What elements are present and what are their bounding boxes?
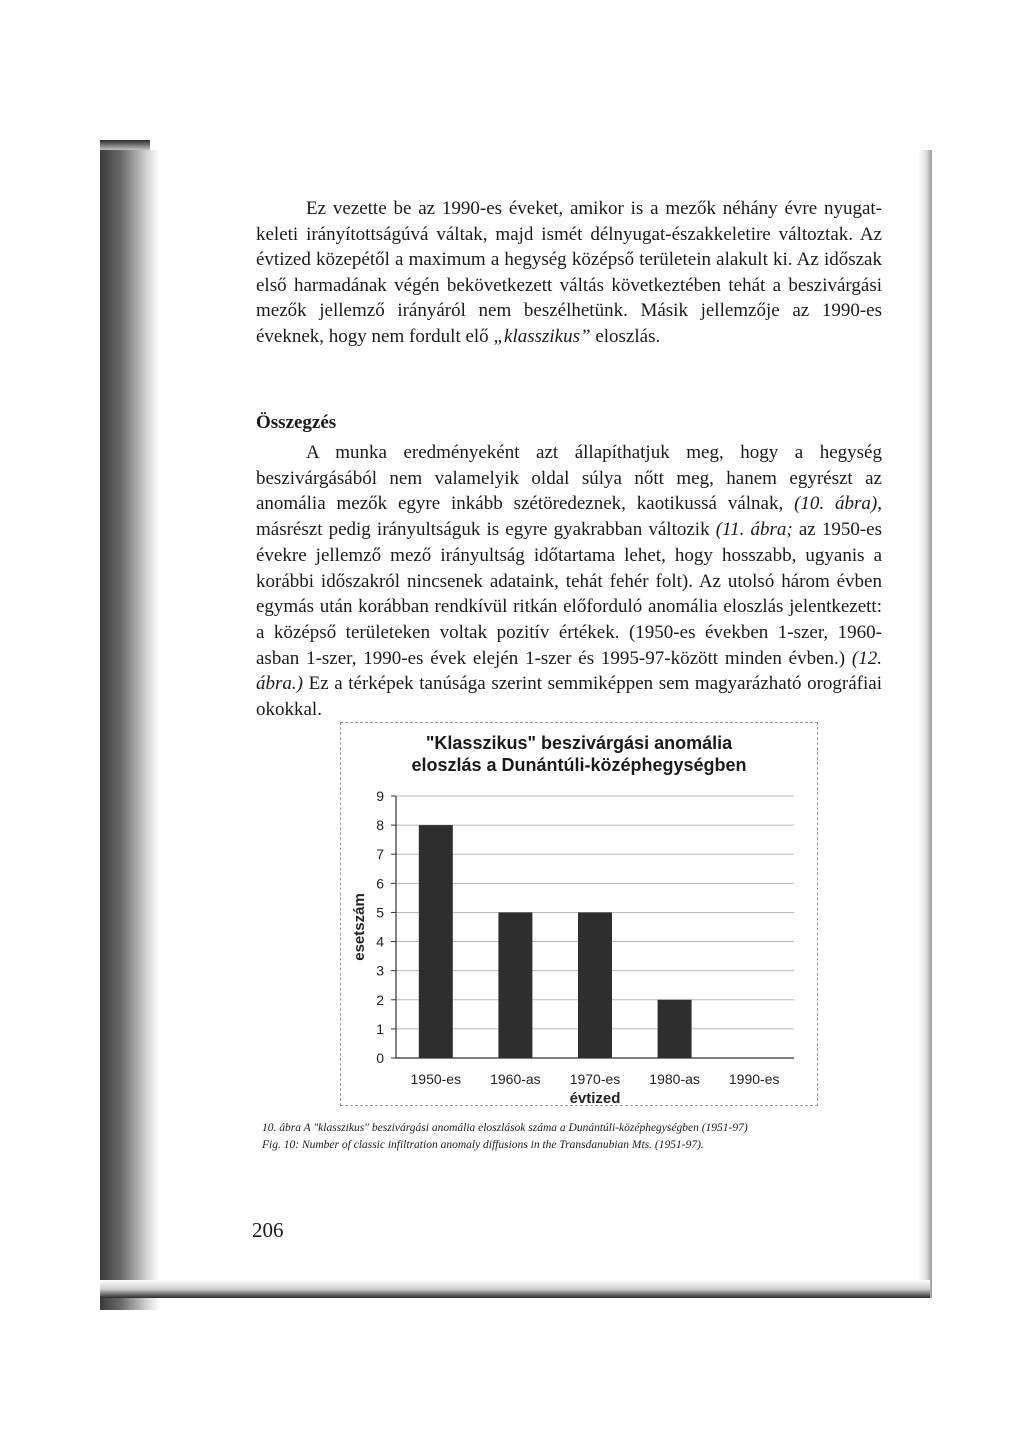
y-tick-label: 7 xyxy=(376,846,384,863)
y-tick-label: 2 xyxy=(376,991,384,1008)
bar-1970-es xyxy=(578,912,612,1058)
chart-title-line1: "Klasszikus" beszivárgási anomália xyxy=(425,733,733,753)
bar-1950-es xyxy=(419,825,453,1058)
figure-caption xyxy=(262,1120,882,1154)
x-tick-label: 1980-as xyxy=(649,1071,700,1087)
bar-chart xyxy=(340,780,818,1110)
y-axis-label: esetszám xyxy=(351,893,368,961)
y-tick-label: 9 xyxy=(376,788,384,804)
y-tick-label: 1 xyxy=(376,1020,384,1037)
paragraph-intro-text: Ez vezette be az 1990-es éveket, amikor is a mezők néhány évre nyugat-keleti irányítottságúvá váltak, majd ismét délnyugat-északkeletire változtak. Az évtized közepétől a maximum a hegység középső területein alakult ki. Az időszak első harmadának végén bekövetkezett váltás következtében tehát a beszivárgási mezők jellemző irányáról nem beszélhetünk. Másik jellemzője az 1990-es éveknek, hogy nem fordult elő xyxy=(256,198,882,347)
section-heading: Összegzés xyxy=(256,412,337,433)
y-tick-label: 3 xyxy=(376,962,384,979)
figure-ref-11: (11. ábra; xyxy=(715,519,793,541)
page-number: 206 xyxy=(252,1218,284,1242)
page-right-edge xyxy=(918,150,932,1298)
summary-text-3: az 1950-es évekre jellemző mező irányultság időtartama lehet, hogy hosszabb, ugyanis a korábbi időszakról nincsenek adataink, tehát fehér folt). Az utolsó három évben egymás után korábban rendkívül ritkán előforduló anomália eloszlás jelentkezett: a középső területeken voltak pozitív értékek. (1950-es években 1-szer, 1960-asban 1-szer, 1990-es évek elején 1-szer és 1995-97-között minden évben.) xyxy=(256,519,882,669)
summary-text-2: , másrészt pedig irányultságuk is egyre gyakrabban változik xyxy=(256,493,882,541)
y-tick-label: 6 xyxy=(376,875,384,892)
x-tick-label: 1970-es xyxy=(569,1071,621,1087)
figure-ref-12: (12. ábra.) xyxy=(256,647,882,695)
y-tick-label: 0 xyxy=(376,1050,384,1066)
bar-1980-as xyxy=(658,1000,692,1058)
x-tick-label: 1950-es xyxy=(410,1071,462,1087)
y-tick-label: 5 xyxy=(376,904,384,921)
caption-english: Fig. 10: Number of classic infiltration anomaly diffusions in the Transdanubian Mts. (1951-97). xyxy=(262,1139,704,1151)
page-bottom-edge xyxy=(100,1280,930,1298)
paragraph-intro xyxy=(256,196,882,349)
caption-hungarian: 10. ábra A "klasszikus" beszivárgási anomália eloszlások száma a Dunántúli-középhegységben (1951-97) xyxy=(262,1122,748,1134)
paragraph-intro-end: eloszlás. xyxy=(590,325,661,347)
figure-ref-10: (10. ábra) xyxy=(794,493,878,515)
book-spine-shadow xyxy=(100,150,160,1310)
y-tick-label: 8 xyxy=(376,817,384,834)
paragraph-intro-italic: „klasszikus” xyxy=(493,325,591,347)
summary-text-1: A munka eredményeként azt állapíthatjuk meg, hogy a hegység beszivárgásából nem valamelyik oldal súlya nőtt meg, hanem egyrészt az anomália mezők egyre inkább szétöredeznek, kaotikussá válnak, xyxy=(256,442,882,515)
x-axis-label: évtized xyxy=(569,1090,621,1107)
paragraph-summary xyxy=(256,440,882,723)
chart-title-line2: eloszlás a Dunántúli-középhegységben xyxy=(411,755,747,775)
y-tick-label: 4 xyxy=(376,933,384,950)
x-tick-label: 1960-as xyxy=(490,1071,541,1087)
x-tick-label: 1990-es xyxy=(728,1071,780,1087)
chart-title xyxy=(340,732,818,776)
summary-text-4: Ez a térképek tanúsága szerint semmiképpen sem magyarázható orográfiai okokkal. xyxy=(256,673,882,721)
bar-1960-as xyxy=(498,912,532,1058)
